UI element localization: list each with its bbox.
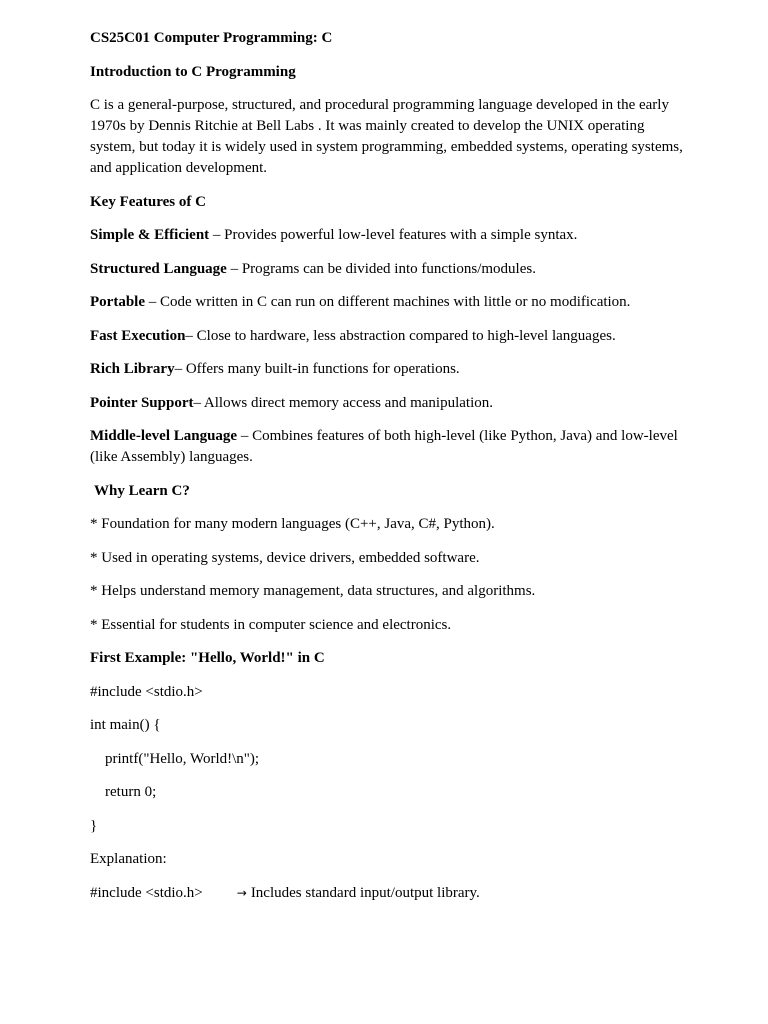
feature-item — [90, 292, 690, 313]
code-line: #include <stdio.h> — [90, 683, 203, 700]
intro-paragraph: C is a general-purpose, structured, and procedural programming language developed in the early 1970s by Dennis Ritchie at Bell Labs . It was mainly created to develop the UNIX operating system, but today it is widely used in system programming, embedded systems, operating systems, and application development. — [90, 97, 683, 176]
feature-item — [90, 225, 690, 246]
feature-desc: – Close to hardware, less abstraction compared to high-level languages. — [185, 327, 616, 344]
why-bullet: * Foundation for many modern languages (C++, Java, C#, Python). — [90, 516, 495, 532]
example-heading: First Example: "Hello, World!" in C — [90, 650, 325, 666]
feature-desc: – Allows direct memory access and manipulation. — [193, 394, 493, 411]
why-bullet: * Essential for students in computer science and electronics. — [90, 616, 452, 633]
feature-term: Middle-level Language — [90, 428, 238, 444]
feature-desc: – Offers many built-in functions for operations. — [174, 361, 460, 377]
intro-heading: Introduction to C Programming — [90, 63, 296, 80]
feature-desc: – Combines features of both high-level (like Python, Java) and low-level (like Assembly) languages. — [90, 428, 678, 465]
feature-item — [90, 259, 690, 280]
explanation-line — [90, 883, 690, 904]
feature-item — [90, 393, 690, 414]
why-bullet: * Used in operating systems, device drivers, embedded software. — [90, 549, 480, 566]
feature-desc: – Programs can be divided into functions/modules. — [226, 260, 536, 277]
code-line: } — [90, 817, 98, 834]
why-bullet: * Helps understand memory management, data structures, and algorithms. — [90, 583, 536, 599]
feature-term: Rich Library — [90, 361, 175, 377]
feature-item — [90, 326, 690, 347]
feature-term: Pointer Support — [90, 394, 194, 411]
feature-term: Simple & Efficient — [90, 227, 210, 243]
feature-desc: – Code written in C can run on different machines with little or no modification. — [144, 294, 631, 310]
feature-item — [90, 359, 690, 380]
code-line: printf("Hello, World!\n"); — [105, 750, 260, 767]
feature-term: Portable — [90, 294, 145, 310]
feature-item — [90, 426, 690, 468]
explanation-code: #include <stdio.h> — [90, 884, 203, 901]
feature-term: Structured Language — [90, 260, 227, 277]
document-page — [90, 28, 690, 916]
code-line: return 0; — [105, 784, 157, 800]
why-heading: Why Learn C? — [94, 482, 190, 499]
features-heading: Key Features of C — [90, 193, 206, 210]
feature-term: Fast Execution — [90, 327, 186, 344]
explanation-text: Includes standard input/output library. — [250, 884, 480, 901]
right-arrow-icon: → — [236, 885, 247, 900]
document-title: CS25C01 Computer Programming: C — [90, 30, 333, 46]
explanation-label: Explanation: — [90, 851, 167, 867]
feature-desc: – Provides powerful low-level features with a simple syntax. — [209, 227, 578, 243]
code-line: int main() { — [90, 717, 161, 733]
